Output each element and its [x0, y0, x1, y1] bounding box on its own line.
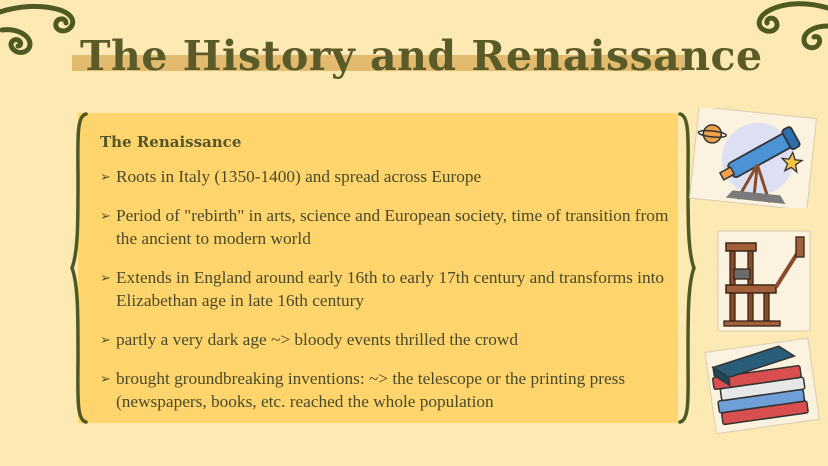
card-content: [100, 130, 680, 429]
list-item: [100, 204, 680, 250]
telescope-illustration-icon: [680, 108, 820, 208]
bullet-list: [100, 165, 680, 413]
bullet-text: Roots in Italy (1350-1400) and spread across Europe: [116, 167, 482, 186]
list-item: [100, 367, 680, 413]
arrow-bullet-icon: ➢: [100, 208, 111, 223]
arrow-bullet-icon: ➢: [100, 270, 111, 285]
list-item: [100, 328, 680, 351]
bullet-text: partly a very dark age ~> bloody events thrilled the crowd: [116, 330, 519, 349]
list-item: [100, 266, 680, 312]
corner-swirl-left-icon: [0, 0, 80, 60]
left-brace-icon: [70, 112, 90, 424]
bullet-text: brought groundbreaking inventions: ~> the telescope or the printing press (newspapers, books, etc. reached the whole population: [116, 369, 626, 411]
slide-title: The History and Renaissance: [80, 32, 763, 80]
arrow-bullet-icon: ➢: [100, 371, 111, 386]
bullet-text: Extends in England around early 16th to early 17th century and transforms into Elizabethan age in late 16th century: [116, 268, 665, 310]
book-stack-illustration-icon: [702, 335, 820, 435]
section-heading: The Renaissance: [100, 133, 242, 151]
bullet-text: Period of "rebirth" in arts, science and European society, time of transition from the ancient to modern world: [116, 206, 669, 248]
printing-press-illustration-icon: [716, 229, 812, 333]
list-item: [100, 165, 680, 188]
arrow-bullet-icon: ➢: [100, 332, 111, 347]
arrow-bullet-icon: ➢: [100, 169, 111, 184]
